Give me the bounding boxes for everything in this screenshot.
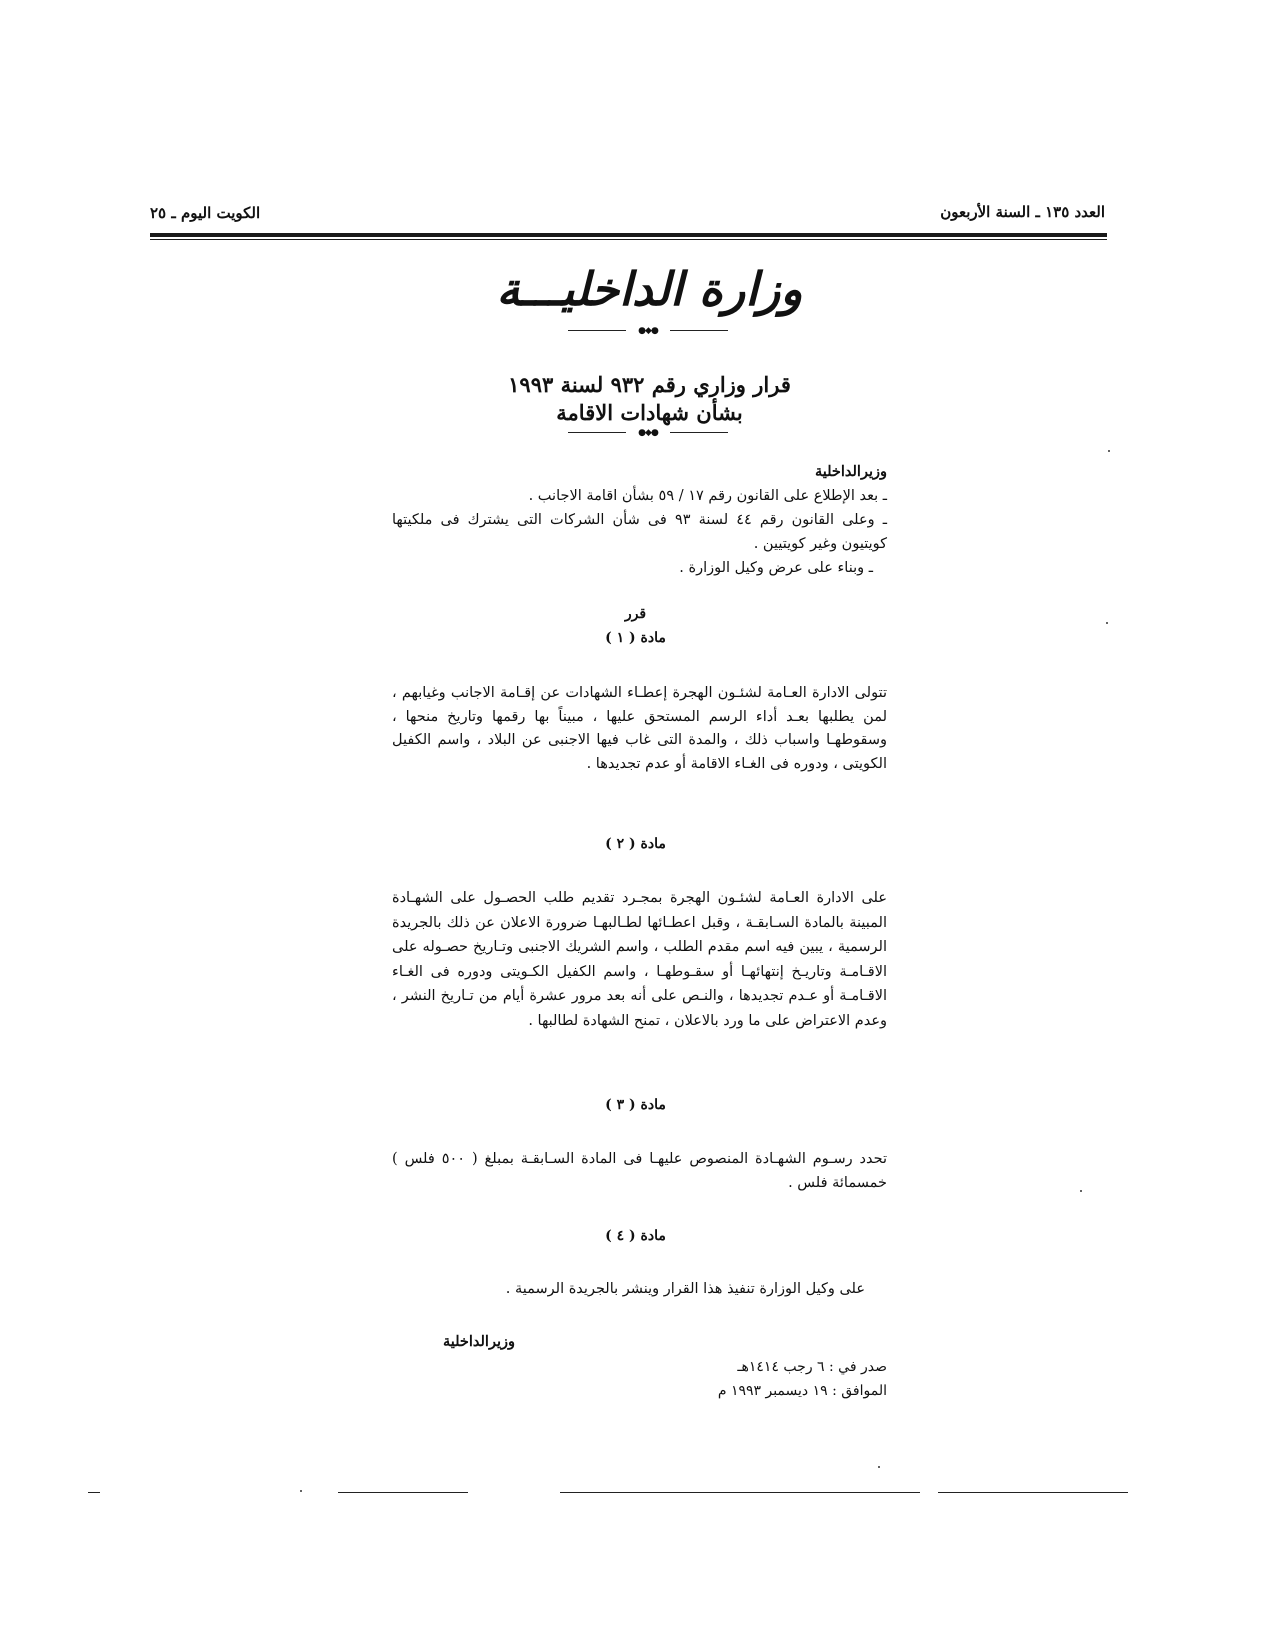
article-heading: مادة ( ٣ ) bbox=[605, 1097, 666, 1113]
footer-line bbox=[88, 1492, 100, 1493]
preamble-item: ـ بعد الإطلاع على القانون رقم ١٧ / ٥٩ بشأن اقامة الاجانب . bbox=[528, 488, 887, 504]
article-heading: مادة ( ٤ ) bbox=[605, 1228, 666, 1244]
issue-number: العدد ١٣٥ ـ السنة الأربعون bbox=[940, 203, 1105, 221]
article-heading: مادة ( ١ ) bbox=[605, 630, 666, 646]
decision-subject: بشأن شهادات الاقامة bbox=[556, 400, 743, 425]
header-rule-thin bbox=[150, 239, 1107, 240]
ornament-divider: ●◆● bbox=[568, 428, 728, 438]
gazette-name: الكويت اليوم ـ ٢٥ bbox=[150, 204, 261, 222]
article-text: تحدد رسـوم الشهـادة المنصوص عليهـا فى المادة السـابقـة بمبلغ ( ٥٠٠ فلس ) خمسمائة فلس . bbox=[392, 1151, 887, 1191]
article-text: تتولى الادارة العـامة لشئـون الهجرة إعطـاء الشهادات عن إقـامة الاجانب وغيابهم ، لمن يطلبها بعـد أداء الرسم المستحق عليها ، مبيناً بها رقمها وتاريخ منحها ، وسقوطهـا واسباب ذلك ، والمدة التى غاب فيها الاجنبى عن البلاد ، واسم الكفيل الكويتى ، ودوره فى الغـاء الاقامة أو عدم تجديدها . bbox=[392, 685, 887, 772]
scan-speck bbox=[1106, 622, 1108, 624]
scan-speck bbox=[300, 1490, 302, 1492]
issue-date-gregorian: الموافق : ١٩ ديسمبر ١٩٩٣ م bbox=[717, 1383, 887, 1399]
footer-line bbox=[338, 1492, 468, 1493]
issue-date-hijri: صدر في : ٦ رجب ١٤١٤هـ bbox=[737, 1359, 887, 1375]
scan-speck bbox=[1080, 1190, 1082, 1192]
article-text: على الادارة العـامة لشئـون الهجرة بمجـرد تقديم طلب الحصـول على الشهـادة المبينة بالمادة السـابقـة ، وقبل اعطـائها لطـالبهـا ضرورة الاعلان عن ذلك بالجريدة الرسمية ، يبين فيه اسم مقدم الطلب ، واسم الشريك الاجنبى وتـاريخ حصـوله على الاقـامـة وتاريـخ إنتهائهـا أو سقـوطهـا ، واسم الكفيل الكـويتى ودوره فى الغـاء الاقـامـة أو عـدم تجديدها ، والنـص على أنه بعد مرور عشرة أيام من تـاريخ النشر ، وعدم الاعتراض على ما ورد بالاعلان ، تمنح الشهادة لطالبها . bbox=[392, 890, 887, 1029]
decided-heading: قرر bbox=[624, 606, 647, 622]
footer-line bbox=[560, 1492, 920, 1493]
header-rule bbox=[150, 233, 1107, 237]
scan-speck bbox=[1108, 450, 1110, 452]
ornament-divider: ●◆● bbox=[568, 326, 728, 336]
ministry-title: وزارة الداخليـــة bbox=[496, 262, 803, 316]
issuing-authority: وزيرالداخلية bbox=[814, 463, 887, 480]
article-heading: مادة ( ٢ ) bbox=[605, 836, 666, 852]
preamble-item: ـ وبناء على عرض وكيل الوزارة . bbox=[679, 560, 873, 576]
footer-line bbox=[938, 1492, 1128, 1493]
article-text: على وكيل الوزارة تنفيذ هذا القرار وينشر بالجريدة الرسمية . bbox=[505, 1281, 865, 1297]
scan-speck bbox=[878, 1466, 880, 1468]
decision-title: قرار وزاري رقم ٩٣٢ لسنة ١٩٩٣ bbox=[508, 372, 791, 397]
signature: وزيرالداخلية bbox=[442, 1333, 515, 1350]
preamble-item: ـ وعلى القانون رقم ٤٤ لسنة ٩٣ فى شأن الشركات التى يشترك فى ملكيتها كويتيون وغير كويتيين . bbox=[392, 512, 887, 552]
